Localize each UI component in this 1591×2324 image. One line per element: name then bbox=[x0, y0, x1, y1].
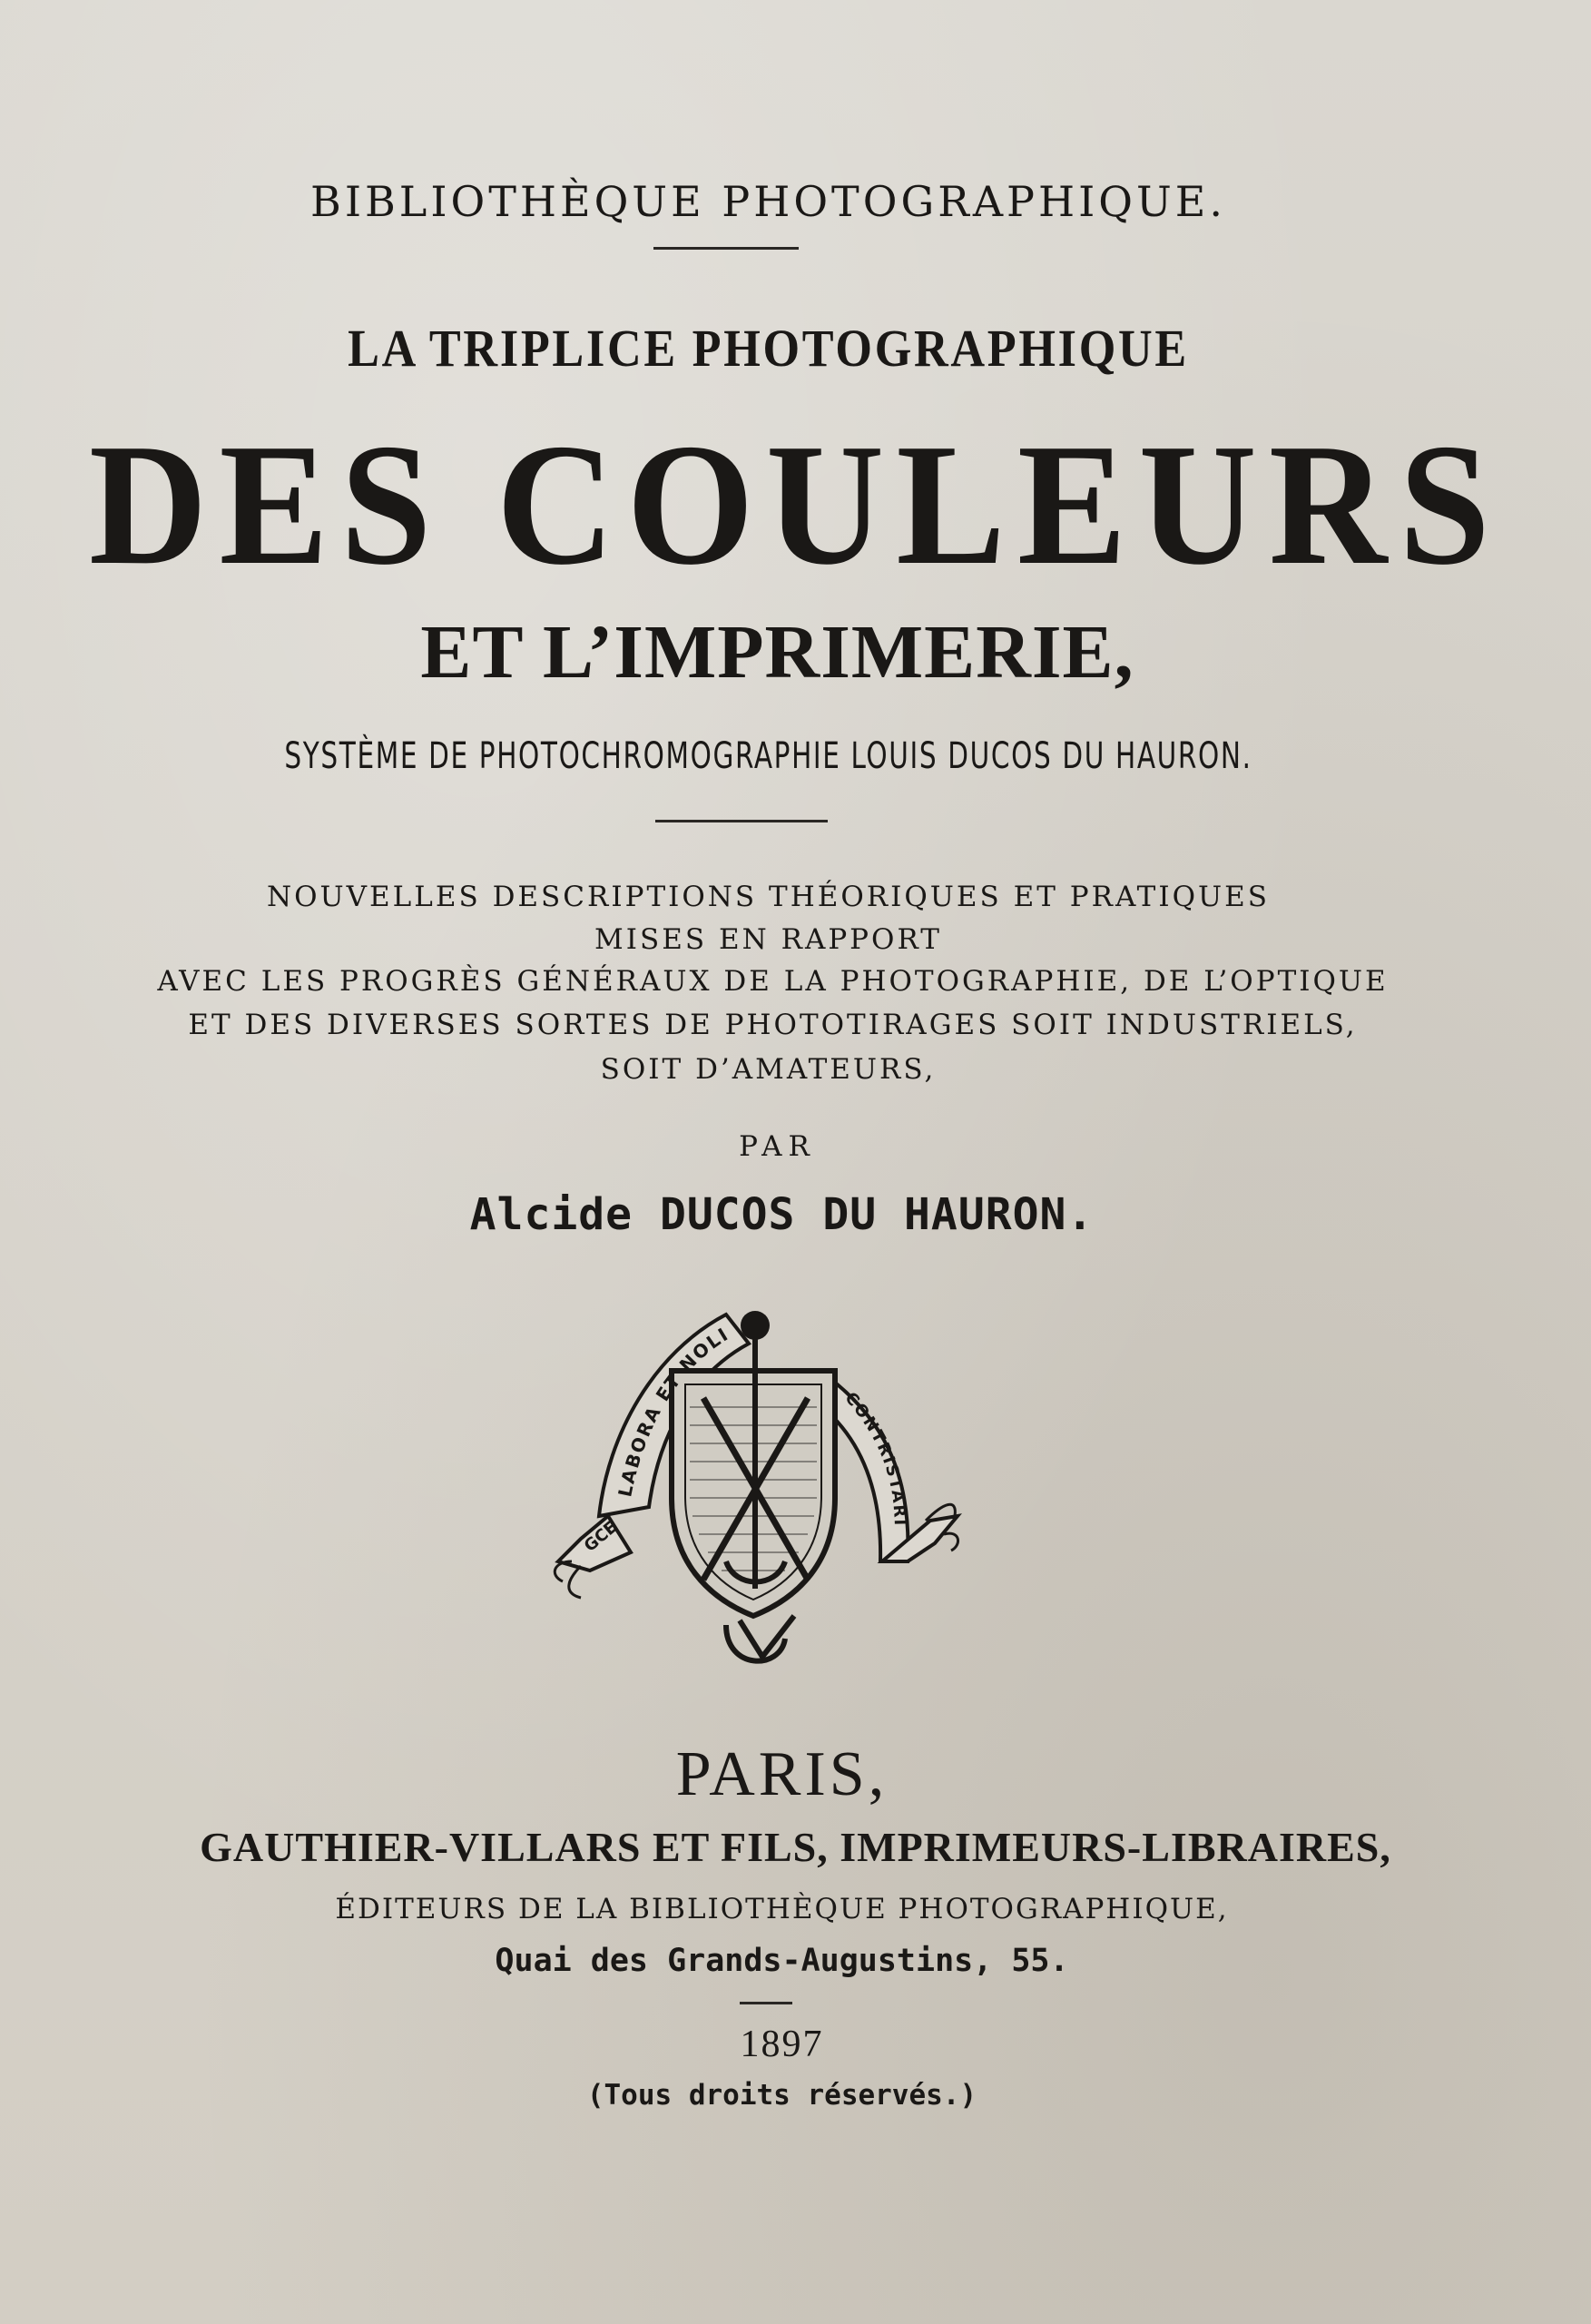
emblem-ribbon-right: CONTRISTARI bbox=[840, 1388, 909, 1528]
publisher-name: GAUTHIER-VILLARS ET FILS, IMPRIMEURS-LIBRAIRES, bbox=[200, 1824, 1391, 1870]
main-title: DES COULEURS bbox=[89, 408, 1502, 601]
title-line-3: ET L’IMPRIMERIE, bbox=[420, 610, 1134, 694]
description-line: SOIT D’AMATEURS, bbox=[600, 1053, 937, 1086]
by-label: PAR bbox=[739, 1130, 816, 1163]
publisher-address: Quai des Grands-Augustins, 55. bbox=[495, 1943, 1069, 1979]
description-line: MISES EN RAPPORT bbox=[594, 923, 942, 956]
emblem-icon bbox=[545, 1289, 962, 1670]
description-line: ET DES DIVERSES SORTES DE PHOTOTIRAGES SOIT INDUSTRIELS, bbox=[188, 1009, 1358, 1041]
publisher-emblem bbox=[545, 1289, 962, 1670]
emblem-ribbon-tail: GCE bbox=[580, 1517, 622, 1556]
description-line: AVEC LES PROGRÈS GÉNÉRAUX DE LA PHOTOGRAPHIE, DE L’OPTIQUE bbox=[157, 965, 1389, 998]
divider-middle bbox=[655, 820, 828, 822]
publisher-note: ÉDITEURS DE LA BIBLIOTHÈQUE PHOTOGRAPHIQUE, bbox=[335, 1893, 1229, 1925]
series-title: BIBLIOTHÈQUE PHOTOGRAPHIQUE. bbox=[310, 177, 1226, 226]
emblem-ribbon-left: LABORA ET NOLI bbox=[614, 1323, 733, 1499]
publication-year: 1897 bbox=[740, 2024, 824, 2065]
divider-bottom bbox=[740, 2002, 792, 2004]
description-line: NOUVELLES DESCRIPTIONS THÉORIQUES ET PRATIQUES bbox=[267, 881, 1270, 913]
divider-top bbox=[653, 247, 799, 250]
title-line-1: LA TRIPLICE PHOTOGRAPHIQUE bbox=[348, 319, 1189, 378]
author-name: Alcide DUCOS DU HAURON. bbox=[469, 1189, 1095, 1240]
subtitle: SYSTÈME DE PHOTOCHROMOGRAPHIE LOUIS DUCOS DU HAURON. bbox=[284, 735, 1252, 777]
rights-notice: (Tous droits réservés.) bbox=[586, 2079, 977, 2112]
publication-city: PARIS, bbox=[675, 1739, 889, 1809]
